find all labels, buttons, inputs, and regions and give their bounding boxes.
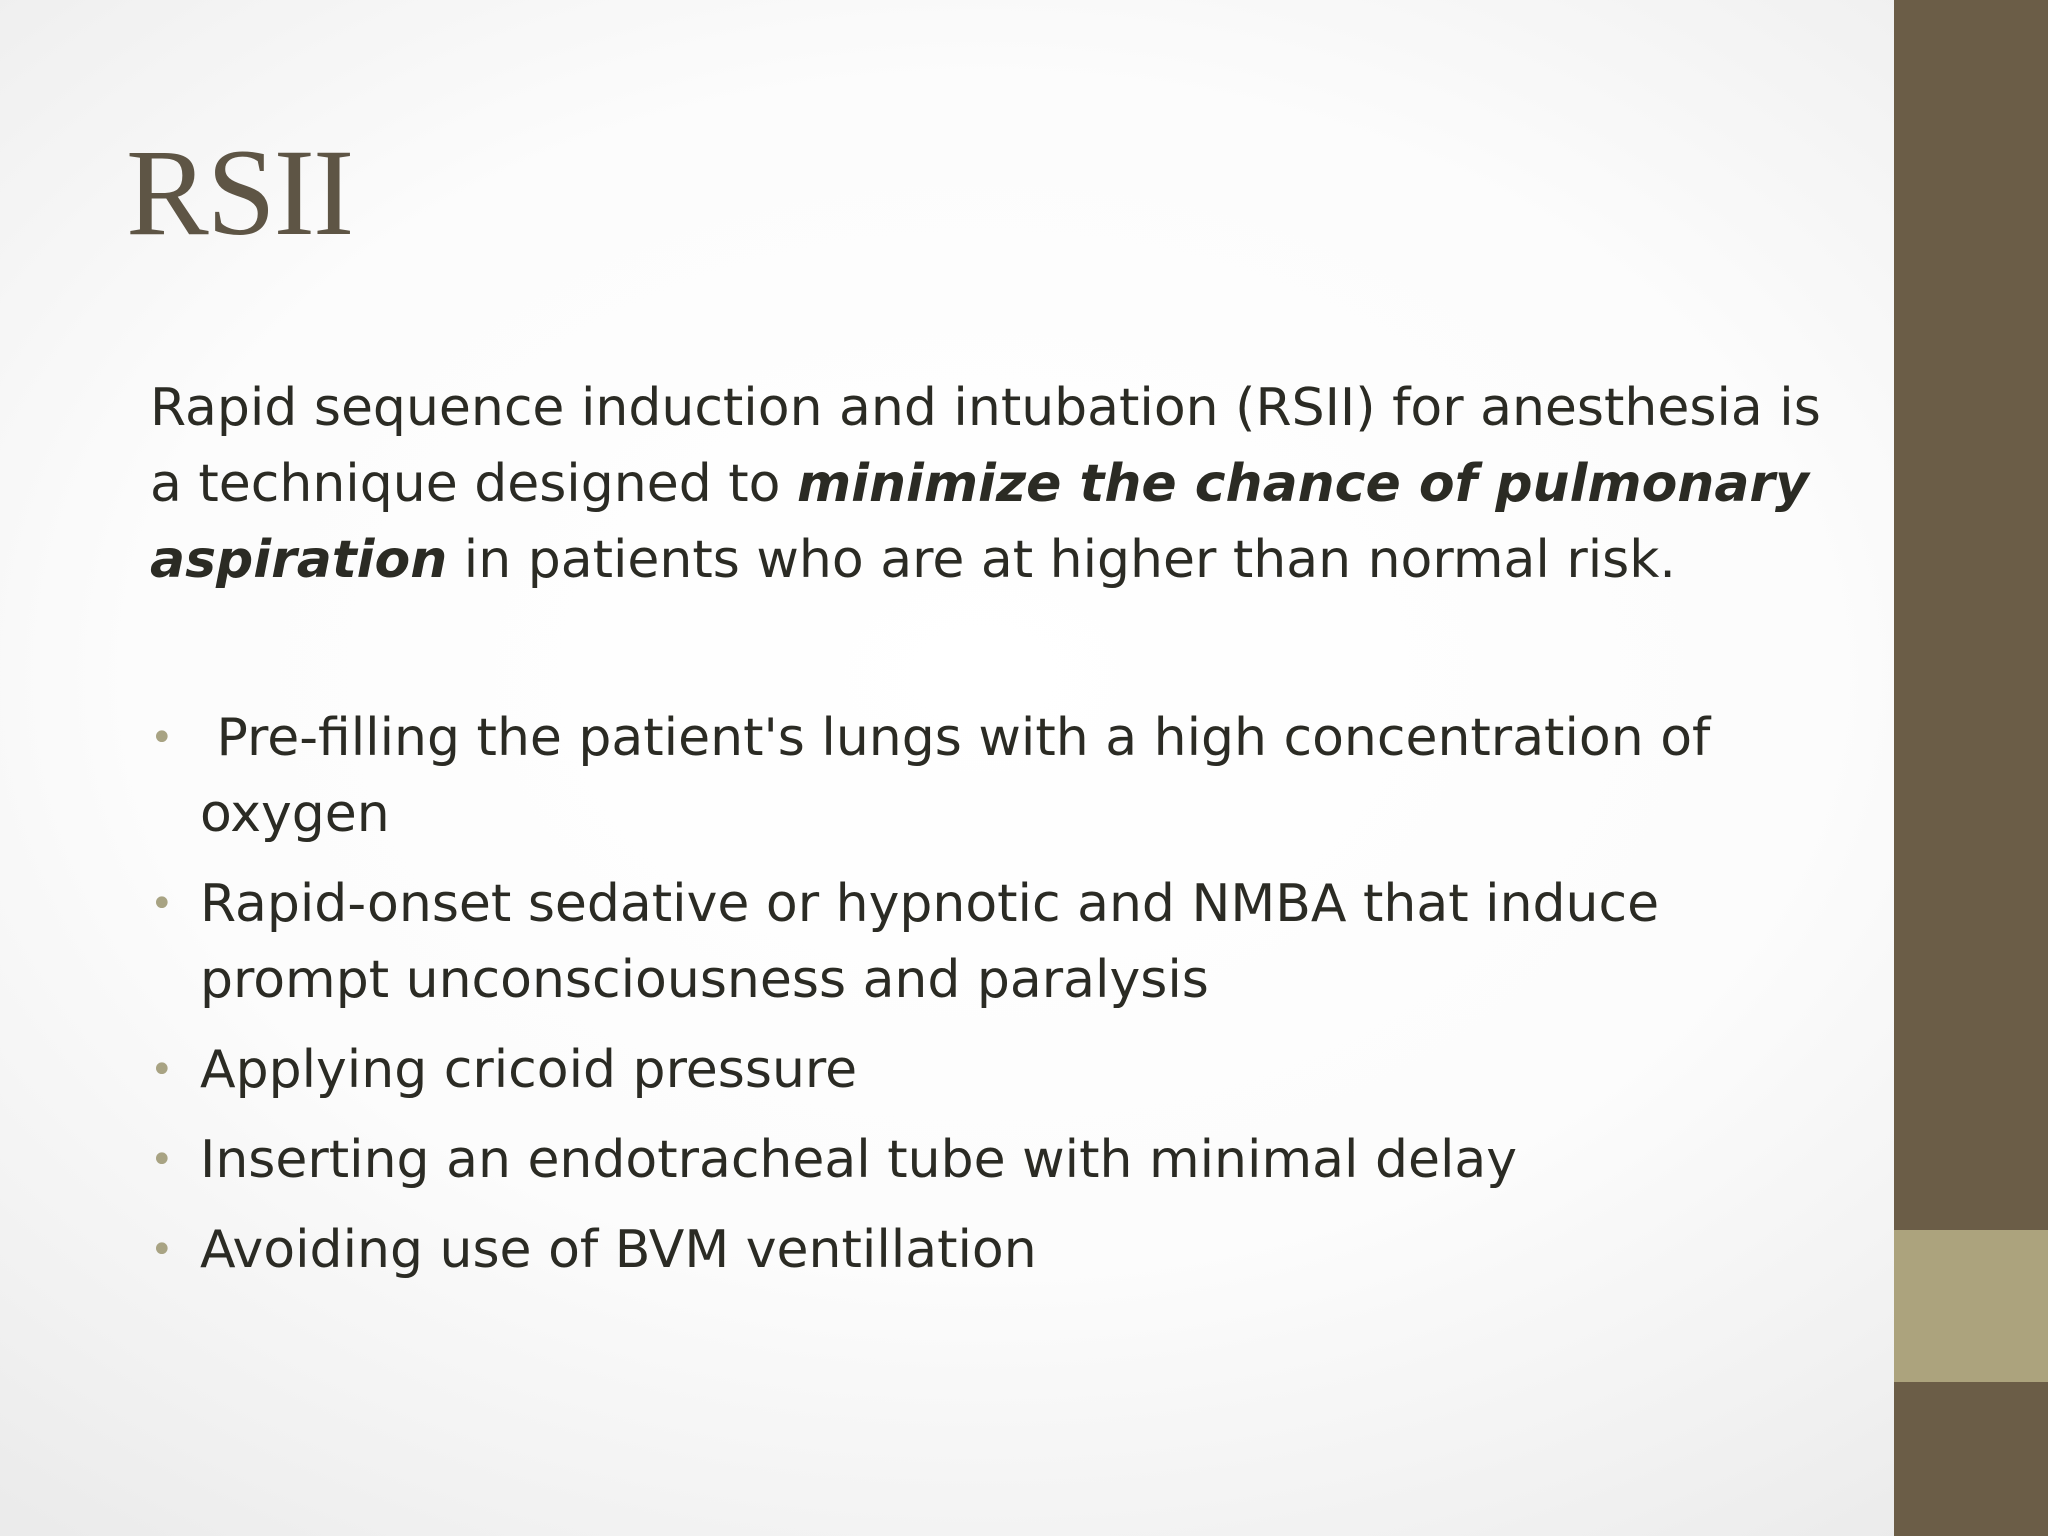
bullet-item [150, 700, 1750, 852]
bullet-item [150, 1122, 1750, 1198]
bullet-text: Applying cricoid pressure [200, 1040, 858, 1100]
decorative-sidebar-accent [1894, 1230, 2048, 1382]
bullet-text: Avoiding use of BVM ventillation [200, 1220, 1037, 1280]
bullet-icon: • [150, 1227, 174, 1273]
bullet-icon: • [150, 715, 174, 761]
intro-text-start: Rapid sequence induction and intubation (RSII) for anesthesia is a technique designed to [150, 378, 1821, 514]
slide-title: RSII [126, 124, 353, 261]
bullet-item [150, 1212, 1750, 1288]
intro-emphasis: minimize the chance of pulmonary aspiration [150, 454, 1809, 590]
bullet-text: Pre-filling the patient's lungs with a high concentration of oxygen [200, 708, 1711, 844]
bullet-item [150, 1032, 1750, 1108]
bullet-text: Rapid-onset sedative or hypnotic and NMBA that induce prompt unconsciousness and paralysis [200, 874, 1660, 1010]
intro-paragraph [150, 370, 1850, 598]
bullet-icon: • [150, 1047, 174, 1093]
bullet-list [150, 700, 1750, 1302]
intro-text-end: in patients who are at higher than normal risk. [447, 530, 1676, 590]
bullet-icon: • [150, 1137, 174, 1183]
bullet-text: Inserting an endotracheal tube with minimal delay [200, 1130, 1518, 1190]
bullet-icon: • [150, 881, 174, 927]
bullet-item [150, 866, 1750, 1018]
